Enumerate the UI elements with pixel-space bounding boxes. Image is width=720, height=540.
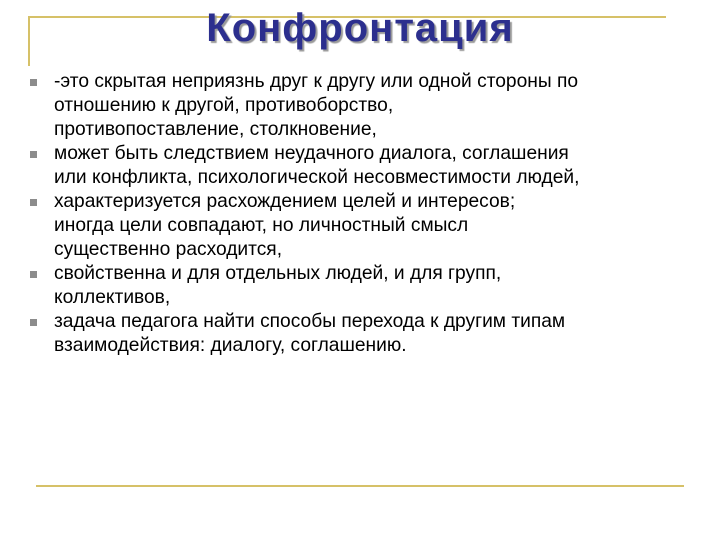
bullet-line: может быть следствием неудачного диалога, соглашения [54,143,569,164]
bullet-line: задача педагога найти способы перехода к другим типам [54,311,566,332]
square-bullet-icon [30,271,37,278]
bullet-item [28,262,718,310]
bullet-line: отношению к другой, противоборство, [54,95,394,116]
square-bullet-icon [30,319,37,326]
bullet-line: взаимодействия: диалогу, соглашению. [54,335,407,356]
bullet-line: коллективов, [54,287,171,308]
bullet-item [28,310,718,358]
slide-title: Конфронтация [206,6,514,50]
bullet-item [28,70,718,142]
square-bullet-icon [30,79,37,86]
bottom-divider [36,485,684,487]
bullet-list [28,70,718,358]
bullet-line: или конфликта, психологической несовместимости людей, [54,167,580,188]
square-bullet-icon [30,151,37,158]
bullet-item [28,142,718,190]
bullet-line: противопоставление, столкновение, [54,119,377,140]
square-bullet-icon [30,199,37,206]
bullet-line: иногда цели совпадают, но личностный смысл [54,215,469,236]
bullet-line: свойственна и для отдельных людей, и для групп, [54,263,502,284]
bullet-line: существенно расходится, [54,239,283,260]
bullet-line: характеризуется расхождением целей и интересов; [54,191,516,212]
bullet-item [28,190,718,262]
bullet-line: -это скрытая неприязнь друг к другу или одной стороны по [54,71,579,92]
